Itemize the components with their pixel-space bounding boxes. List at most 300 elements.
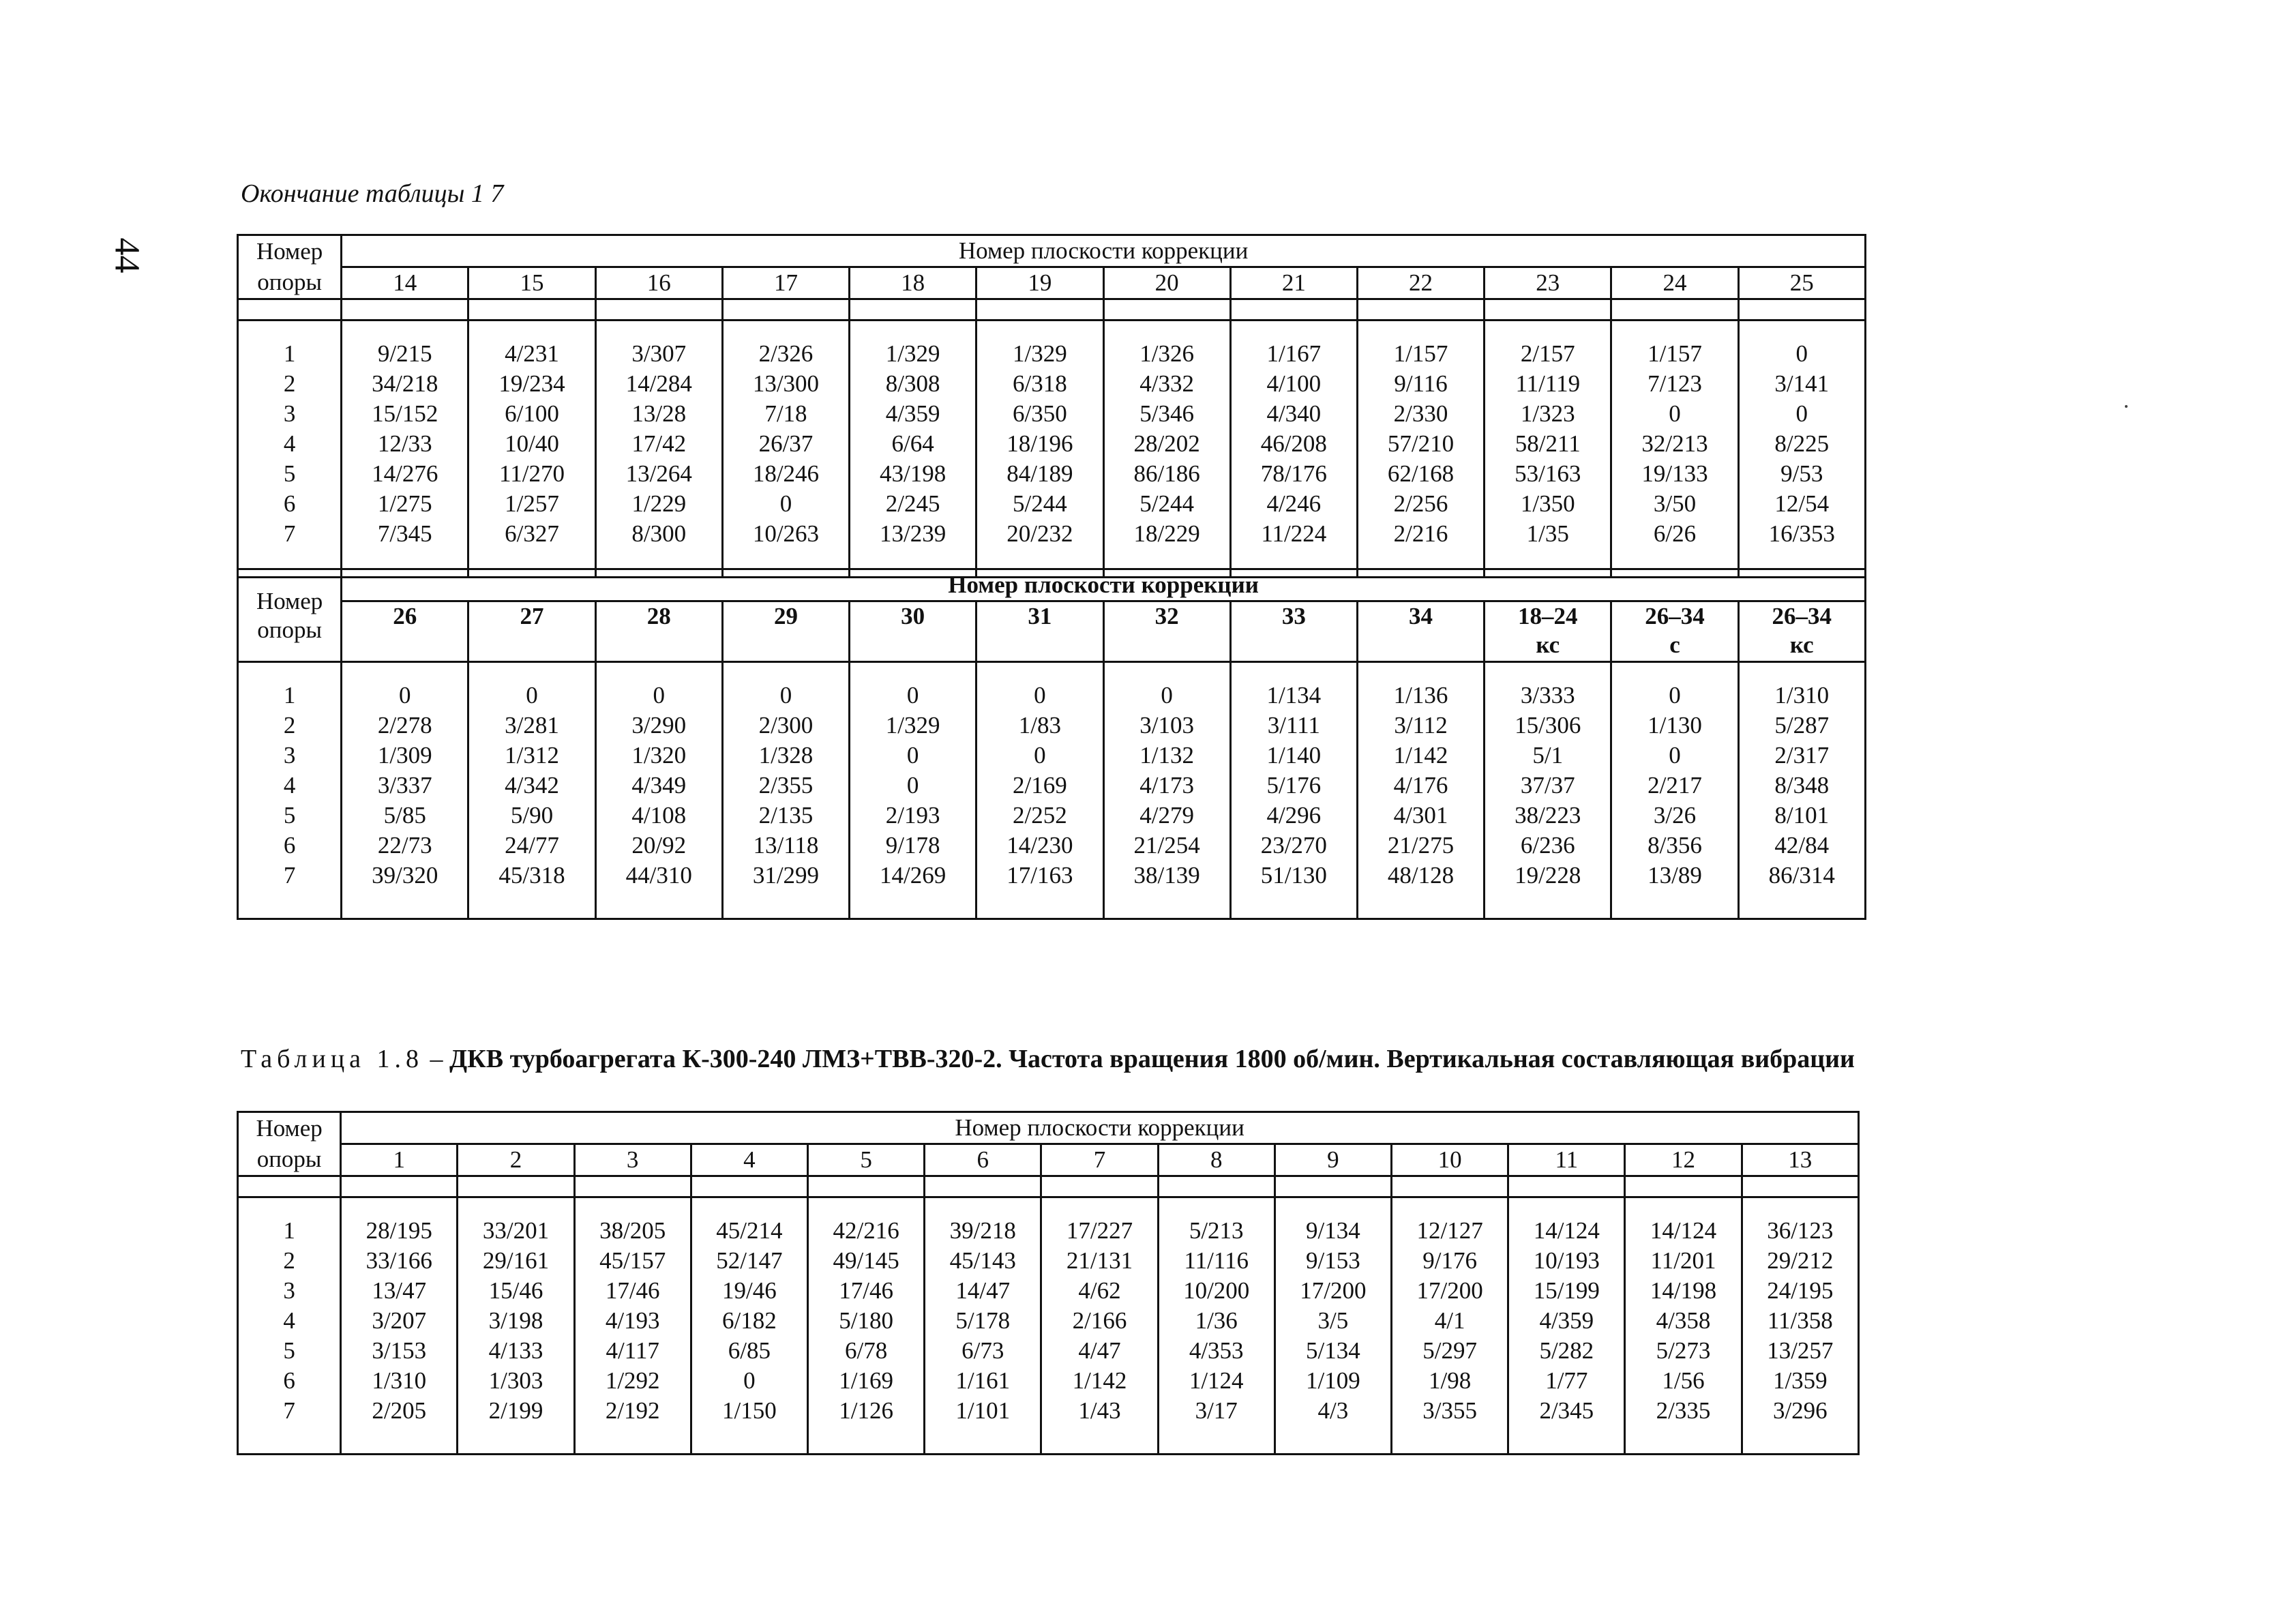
table-cell: 32/213 — [1611, 429, 1738, 459]
table-row — [238, 1276, 1859, 1306]
table-cell: 0 — [976, 741, 1103, 771]
table-cell: 1/83 — [976, 711, 1103, 741]
spacer-cell — [1158, 1176, 1274, 1197]
page-number: 44 — [107, 237, 147, 273]
table-18-title: ДКВ турбоагрегата К-300-240 ЛМЗ+ТВВ-320-2. Частота вращения 1800 об/мин. Вертикальная составляющая вибрации — [449, 1045, 1855, 1073]
table-cell: 1/161 — [925, 1366, 1041, 1396]
table-cell: 4/359 — [1508, 1306, 1625, 1336]
table-cell: 86/186 — [1103, 459, 1230, 489]
table-cell: 3/111 — [1230, 711, 1357, 741]
spacer-cell — [1485, 299, 1611, 320]
table-cell: 2/335 — [1625, 1396, 1742, 1455]
column-header: 23 — [1485, 267, 1611, 299]
opora-number: 6 — [238, 1366, 341, 1396]
column-header-top: 29 — [773, 603, 798, 629]
table-cell: 14/124 — [1625, 1197, 1742, 1247]
table-cell: 4/193 — [574, 1306, 691, 1336]
table-cell: 0 — [1611, 741, 1738, 771]
table-cell: 1/157 — [1357, 320, 1484, 370]
table-cell: 33/166 — [341, 1246, 458, 1276]
table-cell: 46/208 — [1230, 429, 1357, 459]
column-header-top: 31 — [1028, 603, 1052, 629]
table-cell: 3/5 — [1274, 1306, 1391, 1336]
table-cell: 6/350 — [976, 399, 1103, 429]
table-cell: 2/166 — [1041, 1306, 1158, 1336]
opora-header-line2: опоры — [238, 1144, 341, 1176]
column-header: 25 — [1738, 267, 1865, 299]
table-cell: 2/278 — [342, 711, 468, 741]
column-header — [342, 601, 468, 662]
opora-number: 5 — [238, 801, 342, 831]
table-cell: 9/176 — [1392, 1246, 1508, 1276]
table-cell: 4/332 — [1103, 369, 1230, 399]
spacer-cell — [238, 1176, 341, 1197]
column-header — [850, 601, 976, 662]
table-cell: 84/189 — [976, 459, 1103, 489]
column-header — [1357, 601, 1484, 662]
table-cell: 19/228 — [1485, 861, 1611, 919]
column-header — [468, 601, 595, 662]
table-cell: 8/348 — [1738, 771, 1865, 801]
opora-number: 3 — [238, 741, 342, 771]
table-cell: 17/42 — [595, 429, 722, 459]
table-cell: 2/205 — [341, 1396, 458, 1455]
column-header: 7 — [1041, 1144, 1158, 1176]
table-cell: 4/1 — [1392, 1306, 1508, 1336]
column-header: 11 — [1508, 1144, 1625, 1176]
table-cell: 1/292 — [574, 1366, 691, 1396]
spacer-cell — [1742, 1176, 1858, 1197]
table-cell: 14/284 — [595, 369, 722, 399]
table-cell: 9/134 — [1274, 1197, 1391, 1247]
table-cell: 15/46 — [458, 1276, 574, 1306]
table-cell: 9/153 — [1274, 1246, 1391, 1276]
table-cell: 42/216 — [807, 1197, 924, 1247]
table-row — [238, 429, 1866, 459]
table-cell: 4/353 — [1158, 1336, 1274, 1366]
table-cell: 1/136 — [1357, 662, 1484, 711]
table-cell: 48/128 — [1357, 861, 1484, 919]
spacer-cell — [238, 299, 342, 320]
table-18-caption — [241, 1044, 1855, 1074]
table-cell: 1/56 — [1625, 1366, 1742, 1396]
column-header-bottom: кс — [1536, 631, 1560, 658]
spacer-cell — [1357, 299, 1484, 320]
table-cell: 10/40 — [468, 429, 595, 459]
table-cell: 4/176 — [1357, 771, 1484, 801]
table-cell: 0 — [850, 741, 976, 771]
table-cell: 17/46 — [807, 1276, 924, 1306]
table-cell: 37/37 — [1485, 771, 1611, 801]
table-cell: 4/349 — [595, 771, 722, 801]
table-cell: 1/350 — [1485, 489, 1611, 519]
table-cell: 0 — [691, 1366, 807, 1396]
table-cell: 51/130 — [1230, 861, 1357, 919]
table-cell: 4/246 — [1230, 489, 1357, 519]
table-cell: 6/236 — [1485, 831, 1611, 861]
table-cell: 5/297 — [1392, 1336, 1508, 1366]
table-cell: 5/90 — [468, 801, 595, 831]
table-row — [238, 1197, 1859, 1247]
opora-number: 4 — [238, 429, 342, 459]
table-cell: 4/47 — [1041, 1336, 1158, 1366]
column-header: 19 — [976, 267, 1103, 299]
spacer-cell — [925, 1176, 1041, 1197]
table-cell: 6/85 — [691, 1336, 807, 1366]
opora-number: 6 — [238, 831, 342, 861]
column-header: 21 — [1230, 267, 1357, 299]
table-cell: 31/299 — [722, 861, 849, 919]
table-cell: 4/296 — [1230, 801, 1357, 831]
table-cell: 2/135 — [722, 801, 849, 831]
opora-header — [238, 569, 342, 662]
table-cell: 4/231 — [468, 320, 595, 370]
table-cell: 13/47 — [341, 1276, 458, 1306]
table-cell: 1/150 — [691, 1396, 807, 1455]
table-cell: 3/290 — [595, 711, 722, 741]
table-cell: 0 — [1103, 662, 1230, 711]
column-header: 4 — [691, 1144, 807, 1176]
table-cell: 1/36 — [1158, 1306, 1274, 1336]
table-cell: 4/62 — [1041, 1276, 1158, 1306]
table-cell: 4/359 — [850, 399, 976, 429]
table-cell: 14/230 — [976, 831, 1103, 861]
table-cell: 6/100 — [468, 399, 595, 429]
table-cell: 1/329 — [850, 320, 976, 370]
table-cell: 2/330 — [1357, 399, 1484, 429]
spacer-cell — [1508, 1176, 1625, 1197]
opora-number: 7 — [238, 519, 342, 578]
table-cell: 3/198 — [458, 1306, 574, 1336]
table-cell: 2/216 — [1357, 519, 1484, 578]
spacer-cell — [691, 1176, 807, 1197]
table-cell: 4/3 — [1274, 1396, 1391, 1455]
table-cell: 3/153 — [341, 1336, 458, 1366]
column-header: 6 — [925, 1144, 1041, 1176]
table-cell: 1/320 — [595, 741, 722, 771]
table-cell: 1/98 — [1392, 1366, 1508, 1396]
table-cell: 18/246 — [722, 459, 849, 489]
opora-header-line1: Номер — [238, 235, 342, 267]
table-cell: 2/256 — [1357, 489, 1484, 519]
table-cell: 5/346 — [1103, 399, 1230, 429]
opora-header-line2: опоры — [238, 267, 342, 299]
column-header: 12 — [1625, 1144, 1742, 1176]
column-header-top: 28 — [646, 603, 671, 629]
table-cell: 12/33 — [342, 429, 468, 459]
table-cell: 2/317 — [1738, 741, 1865, 771]
table-cell: 2/199 — [458, 1396, 574, 1455]
table-cell: 4/301 — [1357, 801, 1484, 831]
column-header-bottom: с — [1669, 631, 1680, 658]
opora-number: 5 — [238, 459, 342, 489]
table-cell: 1/142 — [1041, 1366, 1158, 1396]
table-cell: 45/143 — [925, 1246, 1041, 1276]
table-cell: 8/356 — [1611, 831, 1738, 861]
table-cell: 0 — [1738, 320, 1865, 370]
table-17-part-b — [237, 568, 1866, 920]
table-cell: 3/17 — [1158, 1396, 1274, 1455]
table-cell: 0 — [722, 489, 849, 519]
table-cell: 3/26 — [1611, 801, 1738, 831]
table-cell: 14/198 — [1625, 1276, 1742, 1306]
spacer-cell — [341, 1176, 458, 1197]
table-cell: 18/229 — [1103, 519, 1230, 578]
table-cell: 22/73 — [342, 831, 468, 861]
table-cell: 20/92 — [595, 831, 722, 861]
table-cell: 1/35 — [1485, 519, 1611, 578]
table-cell: 49/145 — [807, 1246, 924, 1276]
table-cell: 20/232 — [976, 519, 1103, 578]
table-cell: 9/53 — [1738, 459, 1865, 489]
column-header: 17 — [722, 267, 849, 299]
opora-number: 6 — [238, 489, 342, 519]
column-header-top: 18–24 — [1518, 603, 1578, 629]
column-header — [595, 601, 722, 662]
column-header-bottom: кс — [1789, 631, 1814, 658]
spacer-cell — [574, 1176, 691, 1197]
table-cell: 5/244 — [976, 489, 1103, 519]
column-header — [976, 601, 1103, 662]
table-cell: 18/196 — [976, 429, 1103, 459]
table-cell: 23/270 — [1230, 831, 1357, 861]
column-header: 22 — [1357, 267, 1484, 299]
table-cell: 1/140 — [1230, 741, 1357, 771]
table-cell: 29/161 — [458, 1246, 574, 1276]
table-cell: 39/320 — [342, 861, 468, 919]
table-cell: 39/218 — [925, 1197, 1041, 1247]
table-cell: 45/214 — [691, 1197, 807, 1247]
table-cell: 5/273 — [1625, 1336, 1742, 1366]
opora-number: 2 — [238, 369, 342, 399]
table-cell: 1/303 — [458, 1366, 574, 1396]
table-cell: 14/47 — [925, 1276, 1041, 1306]
table-cell: 3/50 — [1611, 489, 1738, 519]
column-header-top: 30 — [901, 603, 925, 629]
table-cell: 8/300 — [595, 519, 722, 578]
table-cell: 5/1 — [1485, 741, 1611, 771]
column-header — [1103, 601, 1230, 662]
table-cell: 0 — [468, 662, 595, 711]
spacer-cell — [1611, 299, 1738, 320]
table-18 — [237, 1111, 1860, 1455]
column-header: 14 — [342, 267, 468, 299]
table-cell: 1/323 — [1485, 399, 1611, 429]
table-cell: 24/195 — [1742, 1276, 1858, 1306]
column-header: 2 — [458, 1144, 574, 1176]
table-cell: 1/229 — [595, 489, 722, 519]
table-row — [238, 1366, 1859, 1396]
column-header-top: 27 — [520, 603, 544, 629]
table-cell: 10/200 — [1158, 1276, 1274, 1306]
table-cell: 28/202 — [1103, 429, 1230, 459]
column-header — [1738, 601, 1865, 662]
table-cell: 43/198 — [850, 459, 976, 489]
column-header: 3 — [574, 1144, 691, 1176]
table-row — [238, 662, 1866, 711]
column-header: 9 — [1274, 1144, 1391, 1176]
continuation-caption: Окончание таблицы 1 7 — [241, 179, 504, 208]
table-cell: 6/318 — [976, 369, 1103, 399]
column-header: 5 — [807, 1144, 924, 1176]
table-cell: 1/328 — [722, 741, 849, 771]
table-cell: 21/254 — [1103, 831, 1230, 861]
spacer-cell — [1738, 299, 1865, 320]
table-cell: 11/201 — [1625, 1246, 1742, 1276]
table-cell: 5/282 — [1508, 1336, 1625, 1366]
table-18-dash: – — [423, 1045, 450, 1073]
table-cell: 1/126 — [807, 1396, 924, 1455]
opora-number: 7 — [238, 861, 342, 919]
table-cell: 19/46 — [691, 1276, 807, 1306]
table-cell: 6/78 — [807, 1336, 924, 1366]
table-cell: 3/307 — [595, 320, 722, 370]
table-cell: 6/26 — [1611, 519, 1738, 578]
table-cell: 26/37 — [722, 429, 849, 459]
spacer-cell — [1041, 1176, 1158, 1197]
table-cell: 1/157 — [1611, 320, 1738, 370]
column-header: 8 — [1158, 1144, 1274, 1176]
column-header: 16 — [595, 267, 722, 299]
table-cell: 44/310 — [595, 861, 722, 919]
table-cell: 3/281 — [468, 711, 595, 741]
table-cell: 5/213 — [1158, 1197, 1274, 1247]
table-cell: 11/119 — [1485, 369, 1611, 399]
table-cell: 86/314 — [1738, 861, 1865, 919]
table-cell: 10/263 — [722, 519, 849, 578]
table-cell: 9/178 — [850, 831, 976, 861]
table-cell: 2/326 — [722, 320, 849, 370]
table-cell: 4/342 — [468, 771, 595, 801]
table-cell: 5/287 — [1738, 711, 1865, 741]
table-row — [238, 489, 1866, 519]
table-row — [238, 399, 1866, 429]
table-cell: 16/353 — [1738, 519, 1865, 578]
table-cell: 38/205 — [574, 1197, 691, 1247]
spacer-cell — [722, 299, 849, 320]
spacer-cell — [976, 299, 1103, 320]
table-cell: 5/85 — [342, 801, 468, 831]
table-cell: 1/130 — [1611, 711, 1738, 741]
opora-number: 5 — [238, 1336, 341, 1366]
table-cell: 1/329 — [976, 320, 1103, 370]
table-row — [238, 1306, 1859, 1336]
table-cell: 2/169 — [976, 771, 1103, 801]
table-row — [238, 369, 1866, 399]
table-cell: 4/133 — [458, 1336, 574, 1366]
table-cell: 1/359 — [1742, 1366, 1858, 1396]
table-cell: 5/134 — [1274, 1336, 1391, 1366]
opora-number: 1 — [238, 662, 342, 711]
opora-header-line1: Номер — [238, 1112, 341, 1144]
table-cell: 12/54 — [1738, 489, 1865, 519]
table-cell: 57/210 — [1357, 429, 1484, 459]
table-cell: 13/300 — [722, 369, 849, 399]
table-cell: 1/101 — [925, 1396, 1041, 1455]
table-cell: 4/117 — [574, 1336, 691, 1366]
table-cell: 4/100 — [1230, 369, 1357, 399]
table-cell: 1/275 — [342, 489, 468, 519]
table-cell: 14/269 — [850, 861, 976, 919]
table-row — [238, 831, 1866, 861]
table-cell: 17/163 — [976, 861, 1103, 919]
table-cell: 6/64 — [850, 429, 976, 459]
table-cell: 53/163 — [1485, 459, 1611, 489]
table-18-label: Таблица 1.8 — [241, 1045, 424, 1073]
table-cell: 4/358 — [1625, 1306, 1742, 1336]
table-cell: 0 — [1611, 662, 1738, 711]
table-cell: 3/355 — [1392, 1396, 1508, 1455]
column-header-top: 26 — [393, 603, 417, 629]
table-cell: 2/157 — [1485, 320, 1611, 370]
table-cell: 0 — [976, 662, 1103, 711]
table-cell: 6/73 — [925, 1336, 1041, 1366]
table-cell: 10/193 — [1508, 1246, 1625, 1276]
table-cell: 15/152 — [342, 399, 468, 429]
table-cell: 62/168 — [1357, 459, 1484, 489]
table-cell: 1/310 — [1738, 662, 1865, 711]
table-cell: 45/157 — [574, 1246, 691, 1276]
table-17-part-a — [237, 234, 1866, 578]
table-row — [238, 1336, 1859, 1366]
table-cell: 13/239 — [850, 519, 976, 578]
table-cell: 2/355 — [722, 771, 849, 801]
column-header-top: 34 — [1409, 603, 1433, 629]
table-cell: 17/200 — [1392, 1276, 1508, 1306]
table-cell: 8/308 — [850, 369, 976, 399]
opora-number: 4 — [238, 1306, 341, 1336]
table-cell: 58/211 — [1485, 429, 1611, 459]
table-cell: 1/312 — [468, 741, 595, 771]
column-header: 13 — [1742, 1144, 1858, 1176]
table-cell: 11/224 — [1230, 519, 1357, 578]
opora-number: 1 — [238, 1197, 341, 1247]
table-cell: 11/358 — [1742, 1306, 1858, 1336]
plane-header: Номер плоскости коррекции — [342, 235, 1866, 267]
table-cell: 34/218 — [342, 369, 468, 399]
table-cell: 2/193 — [850, 801, 976, 831]
table-row — [238, 1246, 1859, 1276]
table-cell: 0 — [850, 771, 976, 801]
plane-header: Номер плоскости коррекции — [342, 569, 1866, 601]
table-cell: 4/340 — [1230, 399, 1357, 429]
table-cell: 13/257 — [1742, 1336, 1858, 1366]
table-cell: 3/333 — [1485, 662, 1611, 711]
table-cell: 5/244 — [1103, 489, 1230, 519]
spacer-cell — [595, 299, 722, 320]
table-cell: 19/133 — [1611, 459, 1738, 489]
table-cell: 1/109 — [1274, 1366, 1391, 1396]
table-cell: 3/296 — [1742, 1396, 1858, 1455]
table-cell: 8/225 — [1738, 429, 1865, 459]
table-cell: 1/167 — [1230, 320, 1357, 370]
column-header-top: 32 — [1154, 603, 1179, 629]
spacer-cell — [1230, 299, 1357, 320]
opora-number: 2 — [238, 711, 342, 741]
table-cell: 1/142 — [1357, 741, 1484, 771]
column-header: 15 — [468, 267, 595, 299]
table-cell: 29/212 — [1742, 1246, 1858, 1276]
table-cell: 15/306 — [1485, 711, 1611, 741]
opora-number: 2 — [238, 1246, 341, 1276]
table-cell: 21/275 — [1357, 831, 1484, 861]
table-cell: 45/318 — [468, 861, 595, 919]
opora-header-line1: Номер — [256, 587, 323, 614]
spacer-cell — [458, 1176, 574, 1197]
table-cell: 2/300 — [722, 711, 849, 741]
table-cell: 3/112 — [1357, 711, 1484, 741]
table-cell: 8/101 — [1738, 801, 1865, 831]
